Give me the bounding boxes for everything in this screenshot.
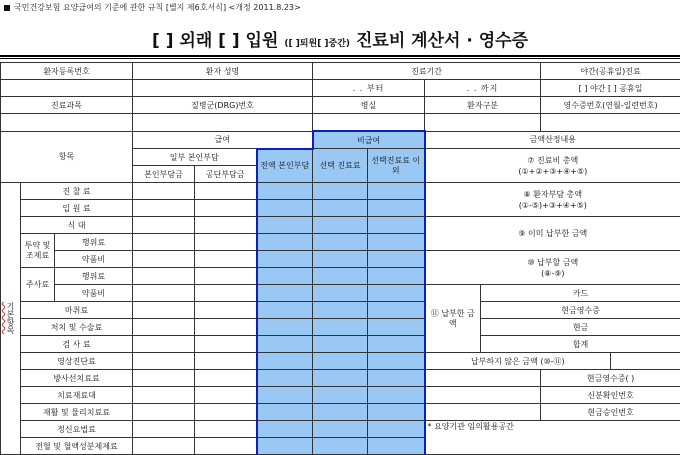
calc-note: * 요양기관 임의활용공간 (425, 421, 680, 455)
cell[interactable] (257, 285, 313, 302)
cell[interactable] (133, 421, 195, 438)
checkbox-outpatient[interactable]: [ ] (152, 31, 174, 51)
insured-sub-header: 일부 본인부담 (133, 149, 257, 166)
item-group: 주사료 (21, 268, 55, 302)
cell[interactable] (195, 421, 257, 438)
cell[interactable] (257, 217, 313, 234)
full-own-header: 전액 본인부담 (257, 149, 313, 183)
cell[interactable] (195, 319, 257, 336)
item-label: 약품비 (55, 285, 133, 302)
cell[interactable] (133, 353, 195, 370)
col-insured-header: 급여 (133, 131, 313, 149)
col-noninsured-header: 비급여 (313, 131, 425, 149)
input-room[interactable] (313, 114, 425, 132)
input-dept[interactable] (1, 114, 133, 132)
calc-sum: 합계 (481, 336, 680, 353)
divider (0, 55, 680, 57)
cell[interactable] (368, 285, 425, 302)
cell[interactable] (368, 217, 425, 234)
cell[interactable] (195, 217, 257, 234)
cell[interactable] (257, 421, 313, 438)
cell[interactable] (368, 319, 425, 336)
item-label: 전혈 및 혈액성분제제료 (21, 438, 133, 455)
cell[interactable] (368, 336, 425, 353)
cell[interactable] (368, 438, 425, 455)
cell[interactable] (313, 251, 368, 268)
cell[interactable] (195, 387, 257, 404)
cell[interactable] (133, 183, 195, 200)
cell[interactable] (195, 183, 257, 200)
cell[interactable] (313, 234, 368, 251)
label-type: 환자구분 (425, 97, 541, 114)
insured-fund-header: 공단부담금 (195, 166, 257, 183)
cell[interactable] (313, 336, 368, 353)
calc-unpaid: 납부하지 않은 금액 (⑩-⑪) (425, 353, 611, 370)
calc-id-no: 신분확인번호 (541, 387, 680, 404)
input-period-to[interactable]: . . 까지 (425, 80, 541, 97)
item-label: 행위료 (55, 234, 133, 251)
cell[interactable] (257, 336, 313, 353)
cell[interactable] (257, 319, 313, 336)
label-night: 야간(공휴일)진료 (541, 63, 680, 80)
label-dept: 진료과목 (1, 97, 133, 114)
cell[interactable] (313, 421, 368, 438)
calc-c7: ⑦ 진료비 총액 (①+②+③+④+⑤) (425, 149, 680, 183)
checkbox-inpatient[interactable]: [ ] (218, 31, 240, 51)
cell[interactable] (368, 302, 425, 319)
select-other-header: 선택진료료 이외 (368, 149, 425, 183)
cell[interactable] (133, 200, 195, 217)
col-item-header: 항목 (1, 131, 133, 183)
label-receipt: 영수증번호(연월-일련번호) (541, 97, 680, 114)
cell[interactable] (313, 285, 368, 302)
input-patient-name[interactable] (133, 80, 313, 97)
cell[interactable] (195, 285, 257, 302)
insured-own-header: 본인부담금 (133, 166, 195, 183)
label-room: 병실 (313, 97, 425, 114)
cell[interactable] (368, 353, 425, 370)
item-label: 마취료 (21, 302, 133, 319)
cell[interactable] (133, 404, 195, 421)
cell[interactable] (195, 370, 257, 387)
cell[interactable] (313, 183, 368, 200)
cell[interactable] (257, 370, 313, 387)
cell[interactable] (195, 353, 257, 370)
cell[interactable] (257, 404, 313, 421)
bullet-icon (4, 5, 10, 11)
input-drg[interactable] (133, 114, 313, 132)
cell[interactable] (257, 234, 313, 251)
divider (0, 58, 680, 59)
bill-form-table (0, 62, 680, 455)
cell[interactable] (195, 234, 257, 251)
cell[interactable] (133, 285, 195, 302)
calc-c10: ⑩ 납부할 금액 (⑧-⑨) (425, 251, 680, 285)
item-label: 식 대 (21, 217, 133, 234)
cell[interactable] (368, 251, 425, 268)
cell[interactable] (195, 268, 257, 285)
cell[interactable] (313, 268, 368, 285)
item-label: 방사선치료료 (21, 370, 133, 387)
cell[interactable] (368, 370, 425, 387)
label-patient-name: 환자 성명 (133, 63, 313, 80)
calc-cash: 현금 (481, 319, 680, 336)
side-label: 기본항목 (1, 183, 21, 455)
cell[interactable] (133, 370, 195, 387)
item-label: 입 원 료 (21, 200, 133, 217)
calc-approval: 현금승인번호 (541, 404, 680, 421)
item-label: 행위료 (55, 268, 133, 285)
cell[interactable] (313, 302, 368, 319)
cell[interactable] (257, 200, 313, 217)
cell[interactable] (133, 217, 195, 234)
item-label: 약품비 (55, 251, 133, 268)
cell[interactable] (257, 438, 313, 455)
cell[interactable] (368, 234, 425, 251)
cell[interactable] (257, 353, 313, 370)
cell[interactable] (133, 336, 195, 353)
cell[interactable] (133, 268, 195, 285)
regulation-header: 국민건강보험 요양급여의 기준에 관한 규칙 [별지 제6호서식] <개정 2011.8.23> (4, 2, 301, 13)
cell[interactable] (313, 217, 368, 234)
document-title: [ ] 외래 [ ] 입원 ([ ]퇴원[ ]중간) 진료비 계산서 · 영수증 (152, 31, 528, 51)
cell[interactable] (257, 302, 313, 319)
calc-card: 카드 (481, 285, 680, 302)
calc-c9: ⑨ 이미 납부한 금액 (425, 217, 680, 251)
cell[interactable] (611, 353, 680, 370)
cell[interactable] (257, 268, 313, 285)
cell[interactable] (368, 404, 425, 421)
label-period: 진료기간 (313, 63, 541, 80)
cell[interactable] (133, 234, 195, 251)
cell[interactable] (313, 200, 368, 217)
cell[interactable] (195, 200, 257, 217)
calc-cash-receipt2: 현금영수증( ) (541, 370, 680, 387)
cell[interactable] (368, 387, 425, 404)
cell[interactable] (313, 387, 368, 404)
calc-cash-receipt: 현금영수증 (481, 302, 680, 319)
cell[interactable] (195, 336, 257, 353)
cell[interactable] (313, 353, 368, 370)
cell[interactable] (313, 319, 368, 336)
input-receipt[interactable] (541, 114, 680, 132)
input-period-from[interactable]: . . 부터 (313, 80, 425, 97)
cell[interactable] (257, 183, 313, 200)
select-header: 선택 진료료 (313, 149, 368, 183)
item-label: 영상진단료 (21, 353, 133, 370)
cell[interactable] (133, 251, 195, 268)
cell[interactable] (133, 302, 195, 319)
cell[interactable] (195, 302, 257, 319)
cell[interactable] (368, 183, 425, 200)
item-label: 검 사 료 (21, 336, 133, 353)
cell[interactable] (133, 387, 195, 404)
cell[interactable] (425, 387, 541, 404)
cell[interactable] (313, 404, 368, 421)
cell[interactable] (425, 370, 541, 387)
item-label: 재활 및 물리치료료 (21, 404, 133, 421)
cell[interactable] (257, 387, 313, 404)
cell[interactable] (313, 438, 368, 455)
cell[interactable] (195, 438, 257, 455)
item-group: 투약 및 조제료 (21, 234, 55, 268)
cell[interactable] (368, 421, 425, 438)
input-type[interactable] (425, 114, 541, 132)
night-options[interactable]: [ ] 야간 [ ] 공휴일 (541, 80, 680, 97)
cell[interactable] (313, 370, 368, 387)
cell[interactable] (133, 319, 195, 336)
col-calc-header: 금액산정내용 (425, 131, 680, 149)
calc-c11: ⑪ 납부한 금액 (425, 285, 481, 353)
cell[interactable] (133, 438, 195, 455)
item-label: 치료재료대 (21, 387, 133, 404)
item-label: 정신요법료 (21, 421, 133, 438)
calc-c8: ⑧ 환자부담 총액 (①-⑤)+③+④+⑤) (425, 183, 680, 217)
cell[interactable] (425, 404, 541, 421)
cell[interactable] (368, 200, 425, 217)
label-drg: 질병군(DRG)번호 (133, 97, 313, 114)
cell[interactable] (195, 404, 257, 421)
label-patient-id: 환자등록번호 (1, 63, 133, 80)
item-label: 처치 및 수술료 (21, 319, 133, 336)
cell[interactable] (368, 268, 425, 285)
cell[interactable] (257, 251, 313, 268)
input-patient-id[interactable] (1, 80, 133, 97)
item-label: 진 찰 료 (21, 183, 133, 200)
cell[interactable] (195, 251, 257, 268)
